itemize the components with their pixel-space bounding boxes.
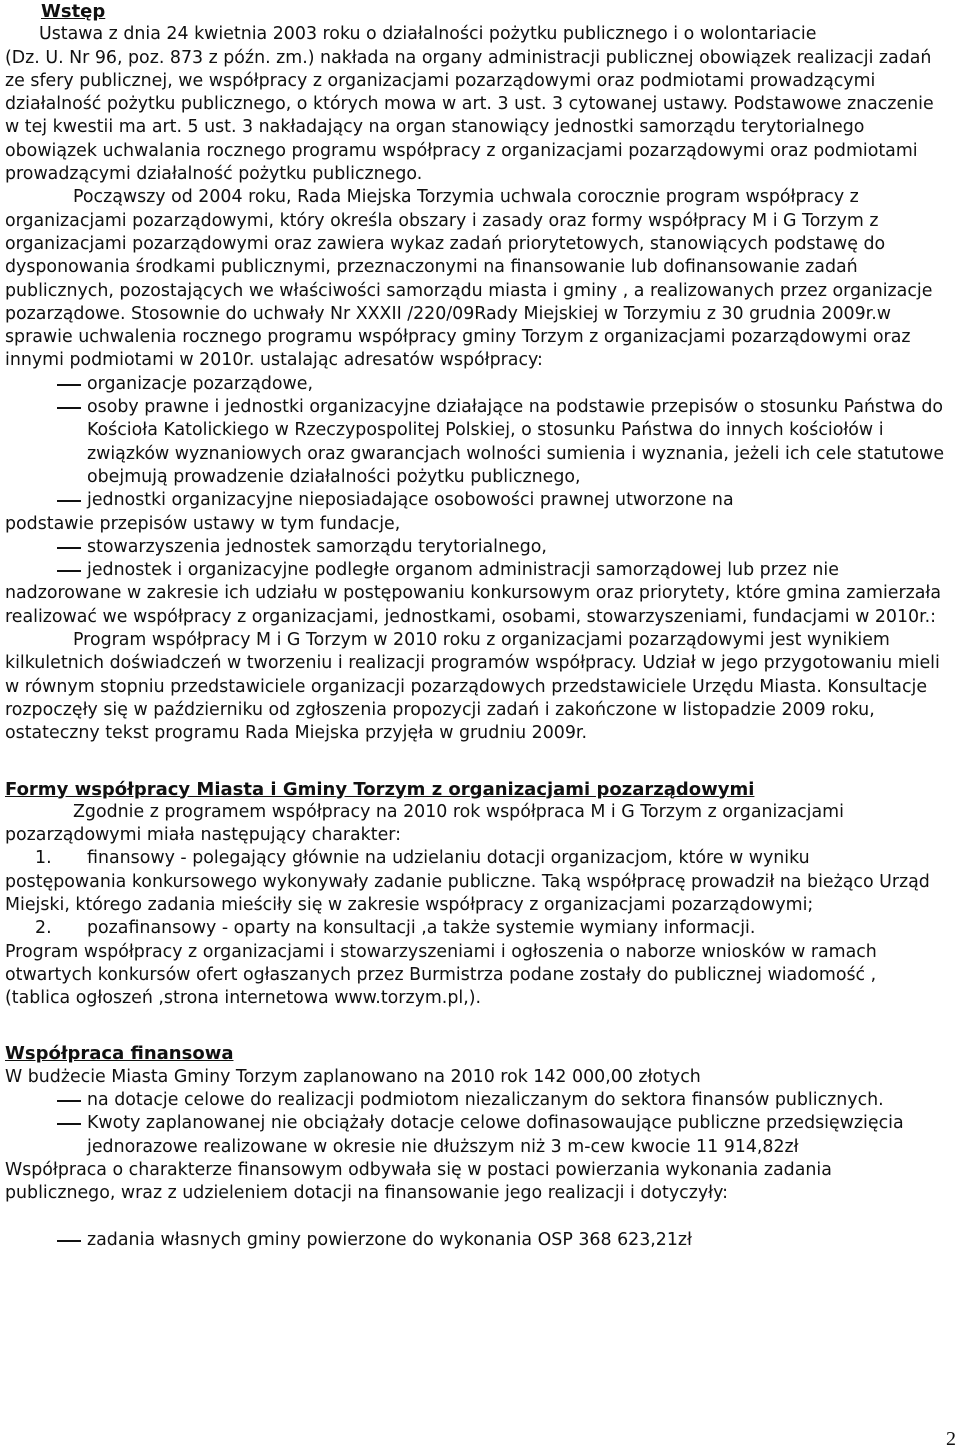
dash-bullet-icon: [5, 396, 87, 489]
spacer: [5, 746, 945, 778]
section-heading-forms: Formy współpracy Miasta i Gminy Torzym z organizacjami pozarządowymi: [5, 778, 755, 800]
dash-bullet-icon: [5, 489, 87, 512]
forms-paragraph-2: Program współpracy z organizacjami i stowarzyszeniami i ogłoszenia o naborze wniosków w ramach otwartych konkursów ofert ogłaszanych przez Burmistrza podane zostały do publicznej wiadomość , (tablica ogłoszeń ,strona internetowa www.torzym.pl,).: [5, 941, 877, 1009]
section-heading-finance: Współpraca finansowa: [5, 1043, 234, 1065]
list-item-text: organizacje pozarządowe,: [87, 373, 313, 394]
dash-bullet-icon: [5, 1112, 87, 1159]
spacer: [5, 1010, 945, 1042]
list-continuation: podstawie przepisów ustawy w tym fundacje,: [5, 513, 401, 534]
list-item-text: jednostki organizacyjne nieposiadające osobowości prawnej utworzone na: [87, 490, 734, 511]
list-item: [5, 1112, 945, 1159]
list-item-text: stowarzyszenia jednostek samorządu terytorialnego,: [87, 536, 547, 557]
finance-paragraph-2: Współpraca o charakterze finansowym odbywała się w postaci powierzania wykonania zadania publicznego, wraz z udzieleniem dotacji na finansowanie jego realizacji i dotyczyły:: [5, 1159, 832, 1204]
dash-bullet-icon: [5, 373, 87, 396]
list-item-text: na dotacje celowe do realizacji podmiotom niezaliczanym do sektora finansów publicznych.: [87, 1090, 884, 1111]
intro-paragraph-2: Począwszy od 2004 roku, Rada Miejska Torzymia uchwala corocznie program współpracy z organizacjami pozarządowymi, który określa obszary i zasady oraz formy współpracy M i G Torzym z organizacjami pozarządowymi oraz zawiera wykaz zadań priorytetowych, stanowiących podstawę do dysponowania środkami publicznymi, przeznaczonymi na finansowanie lub dofinansowanie zadań publicznych, pozostających we właściwości samorządu miasta i gminy , a realizowanych przez organizacje pozarządowe. Stosownie do uchwały Nr XXXII /220/09Rady Miejskiej w Torzymiu z 30 grudnia 2009r.w sprawie uchwalenia rocznego programu współpracy gminy Torzym z organizacjami pozarządowymi oraz innymi podmiotami w 2010r. ustalając adresatów współpracy:: [5, 187, 933, 371]
item-text: finansowy - polegający głównie na udzielaniu dotacji organizacjom, które w wyniku: [87, 848, 810, 869]
section-heading-intro: Wstęp: [41, 1, 106, 22]
list-item: [5, 489, 945, 512]
list-item-text: osoby prawne i jednostki organizacyjne działające na podstawie przepisów o stosunku Państwa do Kościoła Katolickiego w Rzeczypospolitej Polskiej, o stosunku Państwa do innych kościołów i związków wyznaniowych oraz gwarancjach wolności sumienia i wyznania, jeżeli ich cele statutowe obejmują prowadzenie działalności pożytku publicznego,: [87, 397, 945, 487]
dash-bullet-icon: [5, 1089, 87, 1112]
intro-paragraph-1-lead: Ustawa z dnia 24 kwietnia 2003 roku o działalności pożytku publicznego i o wolontariacie: [39, 24, 817, 45]
intro-paragraph-1-body: (Dz. U. Nr 96, poz. 873 z późn. zm.) nakłada na organy administracji publicznej obowiązek realizacji zadań ze sfery publicznej, we współpracy z organizacjami pozarządowymi oraz podmiotami prowadzącymi działalność pożytku publicznego, o których mowa w art. 3 ust. 3 cytowanej ustawy. Podstawowe znaczenie w tej kwestii ma art. 5 ust. 3 nakładający na organ stanowiący jednostki samorządu terytorialnego obowiązek uchwalania rocznego programu współpracy z organizacjami pozarządowymi oraz podmiotami prowadzącymi działalność pożytku publicznego.: [5, 47, 934, 185]
list-item-text: zadania własnych gminy powierzone do wykonania OSP 368 623,21zł: [87, 1229, 692, 1250]
page-number: 2: [946, 1428, 956, 1450]
item-text: pozafinansowy - oparty na konsultacji ,a także systemie wymiany informacji.: [87, 918, 756, 939]
dash-bullet-icon: [5, 1229, 87, 1252]
numbered-item: [5, 917, 945, 940]
item-number: 1.: [35, 848, 52, 869]
forms-paragraph-1: Zgodnie z programem współpracy na 2010 rok współpraca M i G Torzym z organizacjami pozarządowymi miała następujący charakter:: [5, 801, 844, 846]
list-item-text: Kwoty zaplanowanej nie obciążały dotacje celowe dofinasowaujące publiczne przedsięwzięcia jednorazowe realizowane w okresie nie dłuższym niż 3 m-cew kwocie 11 914,82zł: [87, 1113, 904, 1157]
list-continuation: nadzorowane w zakresie ich udziału w postępowaniu konkursowym oraz priorytety, które gmina zamierzała realizować we współpracy z organizacjami, jednostkami, osobami, stowarzyszeniami, fundacjami w 2010r.:: [5, 583, 942, 627]
list-item: [5, 396, 945, 489]
intro-paragraph-1: [5, 23, 945, 186]
intro-paragraph-3: Program współpracy M i G Torzym w 2010 roku z organizacjami pozarządowymi jest wynikiem kilkuletnich doświadczeń w tworzeniu i realizacji programów współpracy. Udział w jego przygotowaniu mieli w równym stopniu przedstawiciele organizacji pozarządowych przedstawiciele Urzędu Miasta. Konsultacje rozpoczęły się w październiku od zgłoszenia propozycji zadań i zakończone w listopadzie 2009 roku, ostateczny tekst programu Rada Miejska przyjęła w grudniu 2009r.: [5, 630, 940, 744]
numbered-item: [5, 847, 945, 870]
dash-bullet-icon: [5, 559, 87, 582]
item-number: 2.: [35, 918, 52, 939]
list-item: [5, 1089, 945, 1112]
numbered-item-continuation: postępowania konkursowego wykonywały zadanie publiczne. Taką współpracę prowadził na bieżąco Urząd Miejski, którego zadania mieściły się w zakresie współpracy z organizacjami pozarządowymi;: [5, 871, 930, 915]
list-item-text: jednostek i organizacyjne podległe organom administracji samorządowej lub przez nie: [87, 560, 839, 581]
spacer: [5, 1206, 945, 1229]
list-item: [5, 559, 945, 582]
document-page: [5, 0, 945, 1252]
list-item: [5, 1229, 945, 1252]
list-item: [5, 373, 945, 396]
dash-bullet-icon: [5, 536, 87, 559]
list-item: [5, 536, 945, 559]
finance-paragraph-1: W budżecie Miasta Gminy Torzym zaplanowano na 2010 rok 142 000,00 złotych: [5, 1066, 701, 1087]
